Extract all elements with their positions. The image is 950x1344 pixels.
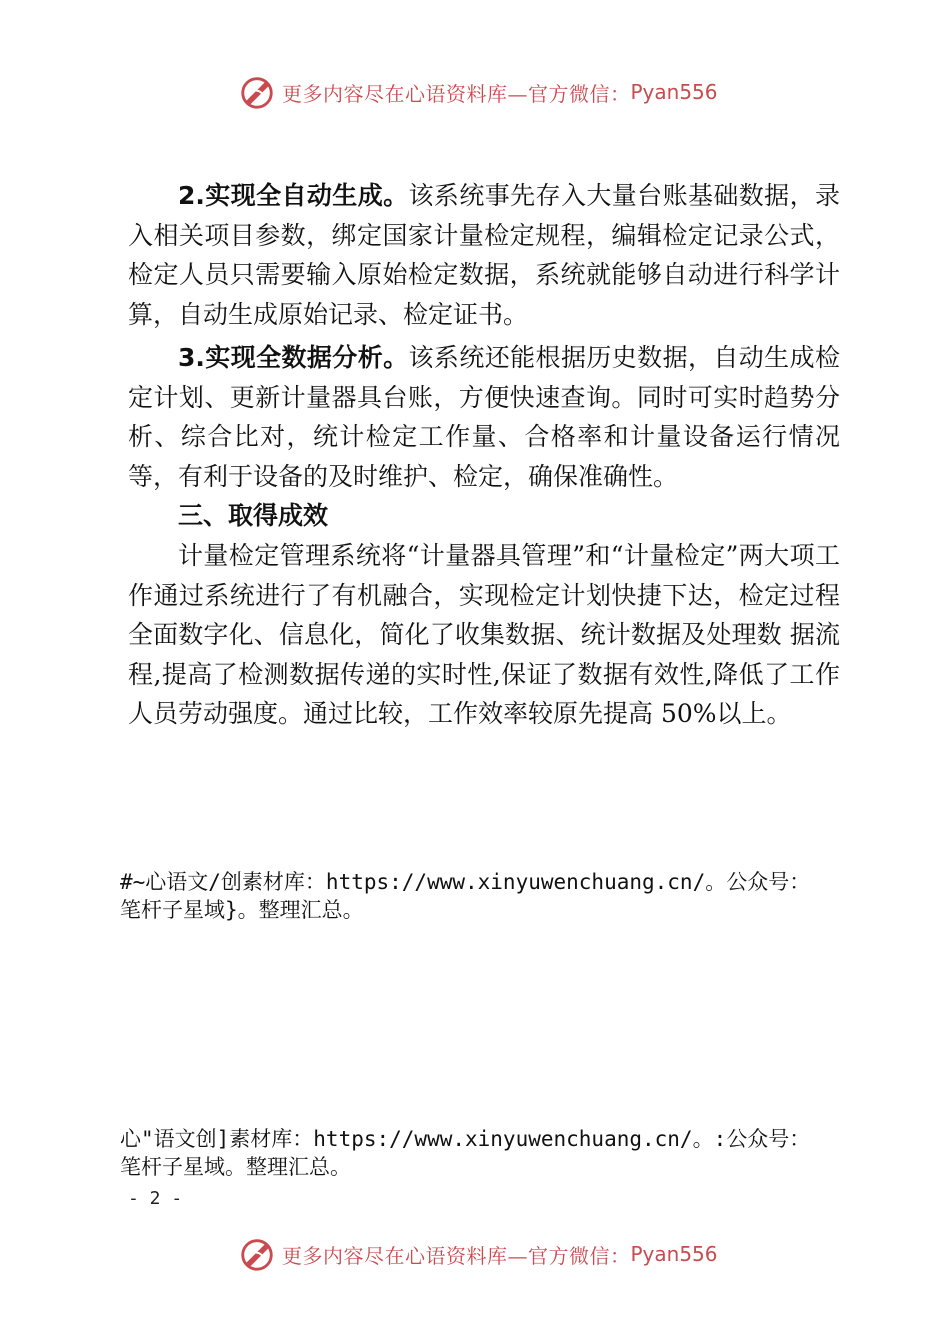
section-3-body: 该系统还能根据历史数据，自动生成检定计划、更新计量器具台账，方便快速查询。同时可实时趋势分析、综合比对，统计检定工作量、合格率和计量设备运行情况等，有利于设备的及时维护、检定，确保准确性。 [128, 343, 840, 491]
footer-watermark [238, 1232, 738, 1276]
watermark-text: 更多内容尽在心语资料库—官方微信： [282, 81, 631, 106]
source-note-1 [120, 868, 880, 924]
section-2-body: 该系统事先存入大量台账基础数据，录入相关项目参数，绑定国家计量检定规程，编辑检定记录公式，检定人员只需要输入原始检定数据，系统就能够自动进行科学计算，自动生成原始记录、检定证书。 [128, 181, 840, 329]
section-2-paragraph [128, 176, 840, 334]
section-3-paragraph [128, 338, 840, 496]
pen-logo-icon [238, 73, 276, 111]
source-note-1-line2: 笔杆子星域}。整理汇总。 [120, 898, 364, 922]
page-number: - 2 - [128, 1188, 183, 1209]
watermark-code: Pyan556 [630, 80, 718, 104]
section-3-lead: 3.实现全数据分析。 [178, 343, 409, 372]
section-2-lead: 2.实现全自动生成。 [178, 181, 409, 210]
source-note-2-line2: 笔杆子星域。整理汇总。 [120, 1155, 351, 1179]
results-heading: 三、取得成效 [178, 501, 329, 530]
watermark-text: 更多内容尽在心语资料库—官方微信： [282, 1243, 631, 1268]
source-note-2-line1: 心"语文创]素材库：https://www.xinyuwenchuang.cn/。:公众号： [120, 1127, 811, 1151]
pen-logo-icon [238, 1235, 276, 1273]
results-paragraph: 计量检定管理系统将“计量器具管理”和“计量检定”两大项工作通过系统进行了有机融合，实现检定计划快捷下达，检定过程全面数字化、信息化，简化了收集数据、统计数据及处理数 据流程,提高了检测数据传递的实时性,保证了数据有效性,降低了工作人员劳动强度。通过比较，工作效率较原先提高 50%以上。 [128, 541, 840, 728]
header-watermark [238, 70, 738, 114]
source-note-2 [120, 1125, 880, 1181]
watermark-code: Pyan556 [630, 1242, 718, 1266]
source-note-1-line1: #~心语文/创素材库：https://www.xinyuwenchuang.cn/。公众号： [120, 870, 811, 894]
